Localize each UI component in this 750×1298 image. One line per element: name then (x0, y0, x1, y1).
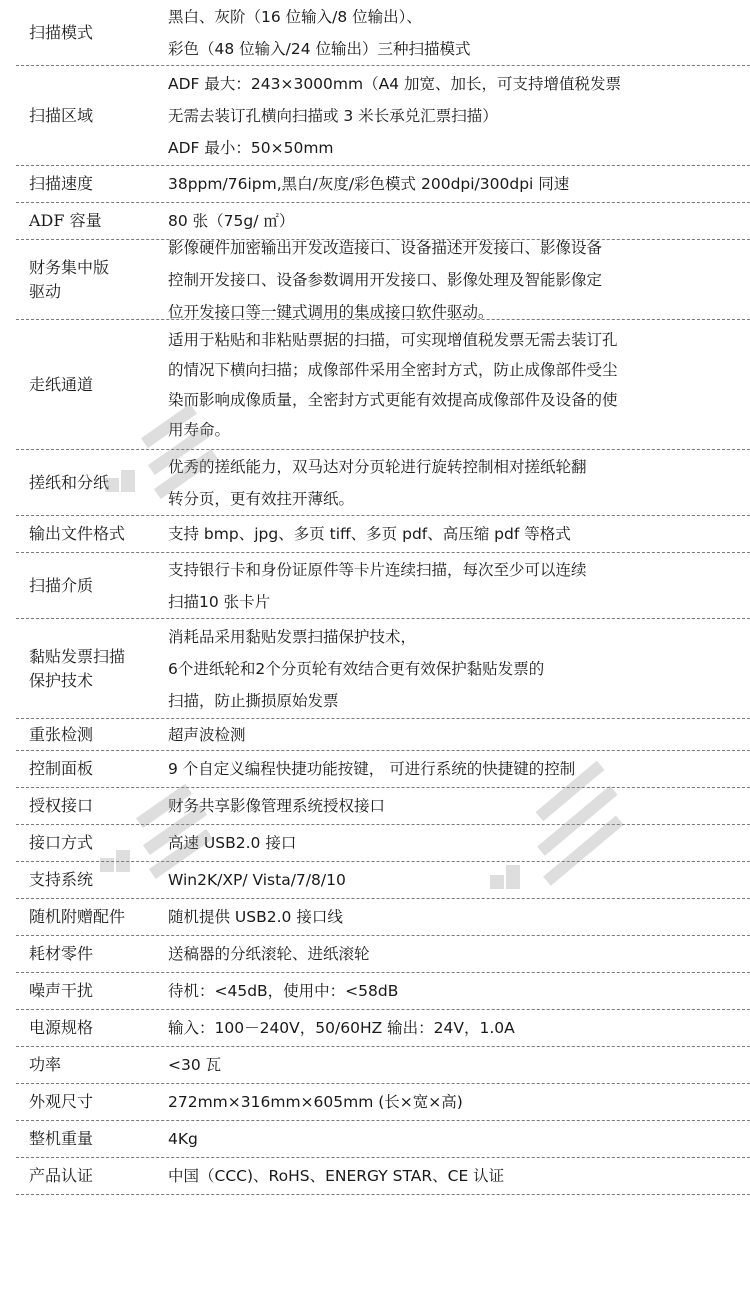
spec-label-line: 耗材零件 (29, 944, 94, 963)
spec-value-line: 用寿命。 (168, 420, 231, 439)
spec-label-line: 随机附赠配件 (29, 907, 126, 926)
spec-label-text (29, 104, 93, 128)
spec-row (16, 862, 750, 899)
spec-value-line: 送稿器的分纸滚轮、进纸滚轮 (168, 945, 370, 963)
spec-label (16, 1047, 179, 1083)
spec-value-line: 中国（CCC)、RoHS、ENERGY STAR、CE 认证 (168, 1167, 505, 1185)
spec-label-line: 驱动 (29, 281, 62, 301)
spec-label-line: 走纸通道 (29, 374, 94, 394)
spec-value (168, 66, 746, 165)
spec-row (16, 899, 750, 936)
spec-label-text (29, 256, 109, 304)
spec-label-line: 功率 (29, 1055, 62, 1074)
spec-label-line: 输出文件格式 (29, 524, 126, 543)
spec-label-text (29, 831, 93, 855)
spec-label (16, 973, 179, 1009)
spec-value-line: 6个进纸轮和2个分页轮有效结合更有效保护黏贴发票的 (168, 659, 545, 678)
spec-row (16, 66, 750, 166)
spec-value-line: ADF 最小：50×50mm (168, 138, 334, 157)
spec-value-line: 位开发接口等一键式调用的集成接口软件驱动。 (168, 302, 494, 321)
spec-label-line: ADF 容量 (29, 211, 102, 230)
spec-row (16, 825, 750, 862)
spec-value (168, 320, 746, 449)
spec-value-line: 彩色（48 位输入/24 位输出）三种扫描模式 (168, 39, 471, 58)
spec-value-line: <30 瓦 (168, 1056, 222, 1074)
spec-row (16, 516, 750, 553)
spec-row (16, 788, 750, 825)
spec-value-line: 无需去装订孔横向扫描或 3 米长承兑汇票扫描） (168, 106, 498, 125)
spec-row (16, 1121, 750, 1158)
spec-label (16, 1010, 179, 1046)
spec-value-line: 9 个自定义编程快捷功能按键， 可进行系统的快捷键的控制 (168, 760, 576, 778)
spec-value-line: 影像硬件加密输出开发改造接口、设备描述开发接口、影像设备 (168, 238, 603, 257)
spec-row (16, 751, 750, 788)
spec-label-line: 授权接口 (29, 796, 94, 815)
spec-label-line: 控制面板 (29, 759, 94, 778)
spec-value-line: 黑白、灰阶（16 位输入/8 位输出）、 (168, 7, 422, 26)
spec-label-text (29, 645, 125, 693)
spec-label (16, 1158, 179, 1194)
spec-label-line: 财务集中版 (29, 257, 110, 277)
spec-row (16, 0, 750, 66)
spec-label-text (29, 1016, 93, 1040)
spec-label-line: 外观尺寸 (29, 1092, 94, 1111)
spec-label-text (29, 373, 93, 397)
spec-label (16, 825, 179, 861)
spec-value-line: 转分页，更有效拄开薄纸。 (168, 489, 355, 508)
spec-label-text (29, 209, 102, 233)
spec-label-line: 电源规格 (29, 1018, 94, 1037)
spec-value (168, 619, 746, 718)
spec-value (168, 973, 746, 1009)
spec-label-line: 扫描介质 (29, 575, 94, 595)
spec-row (16, 1158, 750, 1195)
spec-label (16, 320, 179, 449)
spec-row (16, 1084, 750, 1121)
spec-value (168, 553, 746, 618)
spec-label-text (29, 574, 93, 598)
spec-value-line: 财务共享影像管理系统授权接口 (168, 797, 386, 815)
spec-label-text (29, 172, 93, 196)
spec-label-text (29, 868, 93, 892)
spec-label-text (29, 471, 109, 495)
spec-value-line: 待机：<45dB，使用中：<58dB (168, 982, 399, 1000)
spec-value (168, 1010, 746, 1046)
spec-row (16, 320, 750, 450)
spec-label (16, 788, 179, 824)
spec-label-text (29, 1164, 93, 1188)
spec-value-line: ADF 最大：243×3000mm（A4 加宽、加长，可支持增值税发票 (168, 74, 621, 93)
spec-label (16, 751, 179, 787)
spec-label-line: 接口方式 (29, 833, 94, 852)
spec-value-line: 控制开发接口、设备参数调用开发接口、影像处理及智能影像定 (168, 270, 603, 289)
spec-value-line: 适用于粘贴和非粘贴票据的扫描，可实现增值税发票无需去装订孔 (168, 330, 618, 349)
spec-row (16, 450, 750, 516)
spec-value-line: 支持银行卡和身份证原件等卡片连续扫描，每次至少可以连续 (168, 560, 587, 579)
spec-label-line: 整机重量 (29, 1129, 94, 1148)
spec-value-line: 扫描，防止撕损原始发票 (168, 691, 339, 710)
spec-value-line: 超声波检测 (168, 725, 246, 744)
spec-value (168, 788, 746, 824)
spec-row (16, 553, 750, 619)
spec-label (16, 166, 179, 202)
spec-value-line: Win2K/XP/ Vista/7/8/10 (168, 871, 346, 889)
spec-label-line: 黏贴发票扫描 (29, 646, 126, 666)
spec-value-line: 38ppm/76ipm,黑白/灰度/彩色模式 200dpi/300dpi 同速 (168, 175, 570, 193)
spec-value (168, 450, 746, 515)
spec-label (16, 0, 179, 65)
spec-value-line: 染而影响成像质量，全密封方式更能有效提高成像部件及设备的使 (168, 390, 618, 409)
spec-value (168, 825, 746, 861)
spec-label (16, 1084, 179, 1120)
spec-value-line: 扫描10 张卡片 (168, 592, 271, 611)
spec-label-text (29, 942, 93, 966)
spec-label-text (29, 1090, 93, 1114)
spec-label-text (29, 1053, 61, 1077)
spec-value-line: 优秀的搓纸能力，双马达对分页轮进行旋转控制相对搓纸轮翻 (168, 457, 587, 476)
spec-label-line: 扫描速度 (29, 174, 94, 193)
spec-value (168, 1084, 746, 1120)
spec-label-text (29, 1127, 93, 1151)
spec-value (168, 1047, 746, 1083)
spec-label-line: 搓纸和分纸 (29, 472, 110, 492)
spec-value (168, 936, 746, 972)
spec-label-line: 保护技术 (29, 670, 94, 690)
spec-label (16, 936, 179, 972)
spec-row (16, 1010, 750, 1047)
spec-label-text (29, 21, 93, 45)
spec-label-text (29, 979, 93, 1003)
spec-value (168, 1158, 746, 1194)
spec-value (168, 1121, 746, 1157)
spec-value-line: 4Kg (168, 1130, 198, 1148)
spec-row (16, 166, 750, 203)
spec-label (16, 719, 179, 750)
spec-value (168, 862, 746, 898)
spec-label-line: 重张检测 (29, 724, 94, 744)
spec-row (16, 240, 750, 320)
spec-label (16, 1121, 179, 1157)
spec-value (168, 166, 746, 202)
spec-label (16, 862, 179, 898)
spec-label (16, 516, 179, 552)
spec-value-line: 80 张（75g/ ㎡） (168, 212, 295, 230)
spec-value (168, 899, 746, 935)
spec-label-line: 扫描区域 (29, 105, 94, 125)
spec-value (168, 751, 746, 787)
spec-value (168, 240, 746, 319)
spec-label (16, 899, 179, 935)
spec-value-line: 支持 bmp、jpg、多页 tiff、多页 pdf、高压缩 pdf 等格式 (168, 525, 571, 543)
spec-label (16, 66, 179, 165)
spec-label-line: 产品认证 (29, 1166, 94, 1185)
spec-label (16, 553, 179, 618)
spec-value-line: 272mm×316mm×605mm (长×宽×高) (168, 1093, 463, 1111)
spec-row (16, 973, 750, 1010)
spec-value-line: 的情况下横向扫描；成像部件采用全密封方式，防止成像部件受尘 (168, 360, 618, 379)
spec-label-line: 噪声干扰 (29, 981, 94, 1000)
spec-label (16, 203, 179, 239)
spec-label (16, 450, 179, 515)
spec-value-line: 输入：100－240V，50/60HZ 输出：24V，1.0A (168, 1019, 515, 1037)
spec-label (16, 240, 179, 319)
spec-row (16, 619, 750, 719)
spec-row (16, 1047, 750, 1084)
spec-label (16, 619, 179, 718)
spec-label-text (29, 522, 125, 546)
spec-row (16, 719, 750, 751)
spec-label-line: 扫描模式 (29, 22, 94, 42)
spec-label-line: 支持系统 (29, 870, 94, 889)
spec-label-text (29, 794, 93, 818)
spec-label-text (29, 723, 93, 747)
spec-value (168, 719, 746, 750)
spec-value-line: 高速 USB2.0 接口 (168, 834, 297, 852)
spec-value (168, 516, 746, 552)
spec-row (16, 936, 750, 973)
spec-value-line: 消耗品采用黏贴发票扫描保护技术， (168, 627, 417, 646)
spec-value (168, 0, 746, 65)
spec-label-text (29, 757, 93, 781)
spec-label-text (29, 905, 125, 929)
spec-table (16, 0, 750, 1195)
spec-value-line: 随机提供 USB2.0 接口线 (168, 908, 343, 926)
